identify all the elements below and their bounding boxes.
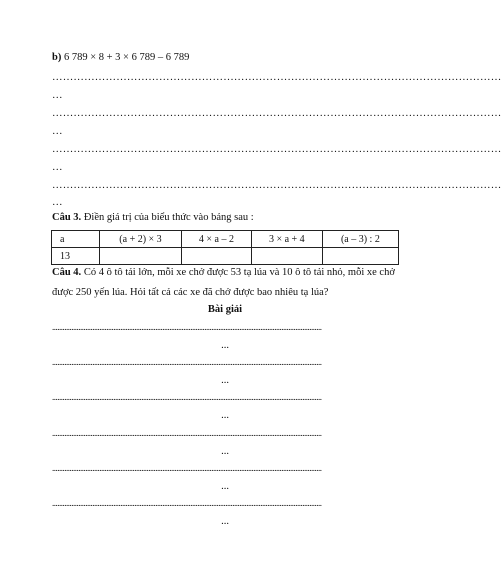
question-4-line-1 — [52, 267, 395, 278]
answer-line-ellipsis: … — [52, 197, 63, 208]
solution-line-ellipsis: ... — [221, 516, 229, 527]
part-b-label: b) — [52, 52, 62, 63]
solution-line-ellipsis: ... — [221, 410, 229, 421]
question-4-label: Câu 4. — [52, 267, 82, 278]
table-header-cell: (a – 3) : 2 — [322, 231, 398, 248]
table-cell — [182, 248, 252, 265]
question-4-text: Có 4 ô tô tải lớn, mỗi xe chở được 53 tạ lúa và 10 ô tô tải nhỏ, mỗi xe chở — [83, 267, 395, 278]
solution-line-ellipsis: ... — [221, 481, 229, 492]
expression-table — [51, 230, 399, 265]
table-header-cell: 3 × a + 4 — [251, 231, 322, 248]
question-4-line-2: được 250 yến lúa. Hỏi tất cả các xe đã chở được bao nhiêu tạ lúa? — [52, 287, 329, 298]
answer-dotted-line: ……………………………………………………………………………………………………………… — [52, 180, 501, 191]
solution-line-ellipsis: ... — [221, 340, 229, 351]
table-header-cell: (a + 2) × 3 — [100, 231, 182, 248]
solution-title: Bài giải — [207, 304, 243, 315]
solution-line-ellipsis: ... — [221, 446, 229, 457]
answer-dotted-line: ……………………………………………………………………………………………………………… — [52, 144, 501, 155]
question-3-label: Câu 3. — [52, 212, 82, 223]
part-b-line — [52, 52, 189, 63]
solution-dotted-line: .......................................................................................................................................................... — [52, 392, 322, 402]
solution-dotted-line: .......................................................................................................................................................... — [52, 357, 322, 367]
table-header-row — [52, 231, 399, 248]
part-b-expression: 6 789 × 8 + 3 × 6 789 – 6 789 — [63, 52, 190, 63]
solution-dotted-line: .......................................................................................................................................................... — [52, 322, 322, 332]
table-header-cell: 4 × a – 2 — [182, 231, 252, 248]
question-3-text: Điền giá trị của biểu thức vào bảng sau : — [83, 212, 254, 223]
table-header-cell: a — [52, 231, 100, 248]
solution-dotted-line: .......................................................................................................................................................... — [52, 463, 322, 473]
solution-dotted-line: .......................................................................................................................................................... — [52, 498, 322, 508]
table-cell — [100, 248, 182, 265]
answer-line-ellipsis: … — [52, 90, 63, 101]
table-cell — [322, 248, 398, 265]
answer-line-ellipsis: … — [52, 162, 63, 173]
answer-dotted-line: ……………………………………………………………………………………………………………… — [52, 108, 501, 119]
answer-line-ellipsis: … — [52, 126, 63, 137]
answer-dotted-line: ……………………………………………………………………………………………………………… — [52, 72, 501, 83]
table-row — [52, 248, 399, 265]
question-3 — [52, 212, 254, 223]
solution-line-ellipsis: ... — [221, 375, 229, 386]
solution-dotted-line: .......................................................................................................................................................... — [52, 428, 322, 438]
table-cell: 13 — [52, 248, 100, 265]
table-cell — [251, 248, 322, 265]
